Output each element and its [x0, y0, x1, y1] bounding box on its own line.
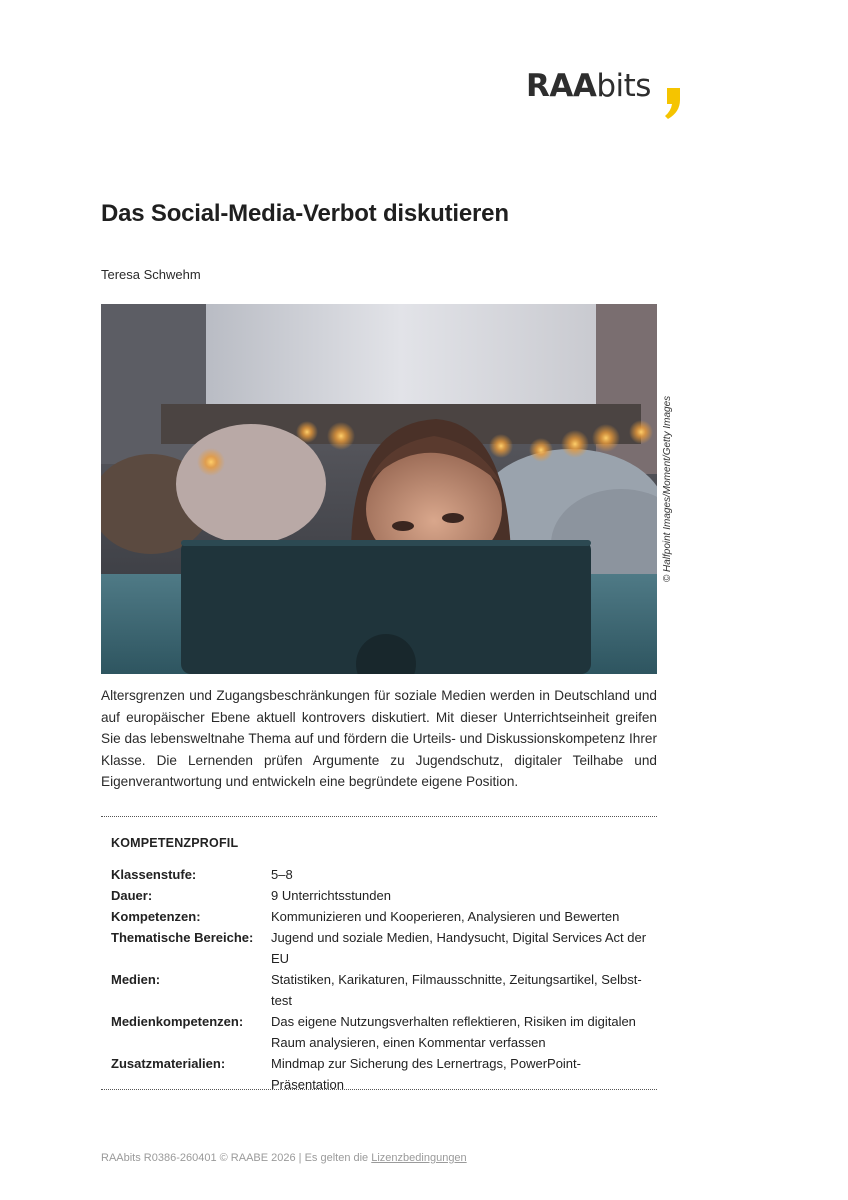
row-value: Mindmap zur Sicherung des Lernertrags, PowerPoint-Präsentation [271, 1056, 581, 1092]
row-label: Thematische Bereiche: [111, 930, 254, 945]
row-label: Kompetenzen: [111, 909, 201, 924]
footer-text: RAAbits R0386-260401 © RAABE 2026 | Es gelten die [101, 1152, 372, 1164]
row-label: Klassenstufe: [111, 867, 197, 882]
logo-comma-mark [662, 86, 682, 120]
table-row [111, 927, 651, 969]
row-value: 5–8 [271, 867, 293, 882]
row-value: 9 Unterrichtsstunden [271, 888, 391, 903]
row-value: Statistiken, Karikaturen, Filmausschnitte, Zeitungsartikel, Selbst-test [271, 972, 642, 1008]
kompetenzprofil-heading: KOMPETENZPROFIL [111, 836, 239, 850]
image-credit: © Halfpoint Images/Moment/Getty Images [662, 395, 673, 583]
intro-paragraph: Altersgrenzen und Zugangsbeschränkungen für soziale Medien werden in Deutschland und auf europäischer Ebene aktuell kontrovers diskutiert. Mit dieser Unterrichtseinheit greifen Sie das lebensweltnahe Thema auf und fördern die Urteils- und Diskussionskompetenz Ihrer Klasse. Die Lernenden prüfen Argumente zu Jugendschutz, digitaler Teilhabe und Eigenverantwortung und entwickeln eine begründete eigene Position. [101, 688, 657, 789]
cover-photo [101, 304, 657, 674]
row-label: Medienkompetenzen: [111, 1014, 244, 1029]
row-label: Medien: [111, 972, 161, 987]
row-label: Dauer: [111, 888, 153, 903]
footer [101, 1152, 467, 1164]
kompetenzprofil-table [111, 864, 651, 1095]
row-value: Jugend und soziale Medien, Handysucht, Digital Services Act der EU [271, 930, 647, 966]
divider-bottom [101, 1089, 657, 1090]
row-value: Kommunizieren und Kooperieren, Analysieren und Bewerten [271, 909, 620, 924]
table-row [111, 885, 651, 906]
raabits-logo [526, 68, 651, 124]
row-label: Zusatzmaterialien: [111, 1056, 226, 1071]
girl-with-laptop-image [101, 304, 657, 674]
table-row [111, 864, 651, 885]
page-title: Das Social-Media-Verbot diskutieren [101, 200, 509, 227]
logo-text: RAAbits [526, 68, 651, 104]
table-row [111, 906, 651, 927]
license-link[interactable]: Lizenzbedingungen [371, 1152, 467, 1164]
divider-top [101, 816, 657, 817]
row-value: Das eigene Nutzungsverhalten reflektieren, Risiken im digitalen Raum analysieren, einen Kommentar verfassen [271, 1014, 636, 1050]
table-row [111, 969, 651, 1011]
table-row [111, 1011, 651, 1053]
author-name: Teresa Schwehm [101, 267, 201, 282]
